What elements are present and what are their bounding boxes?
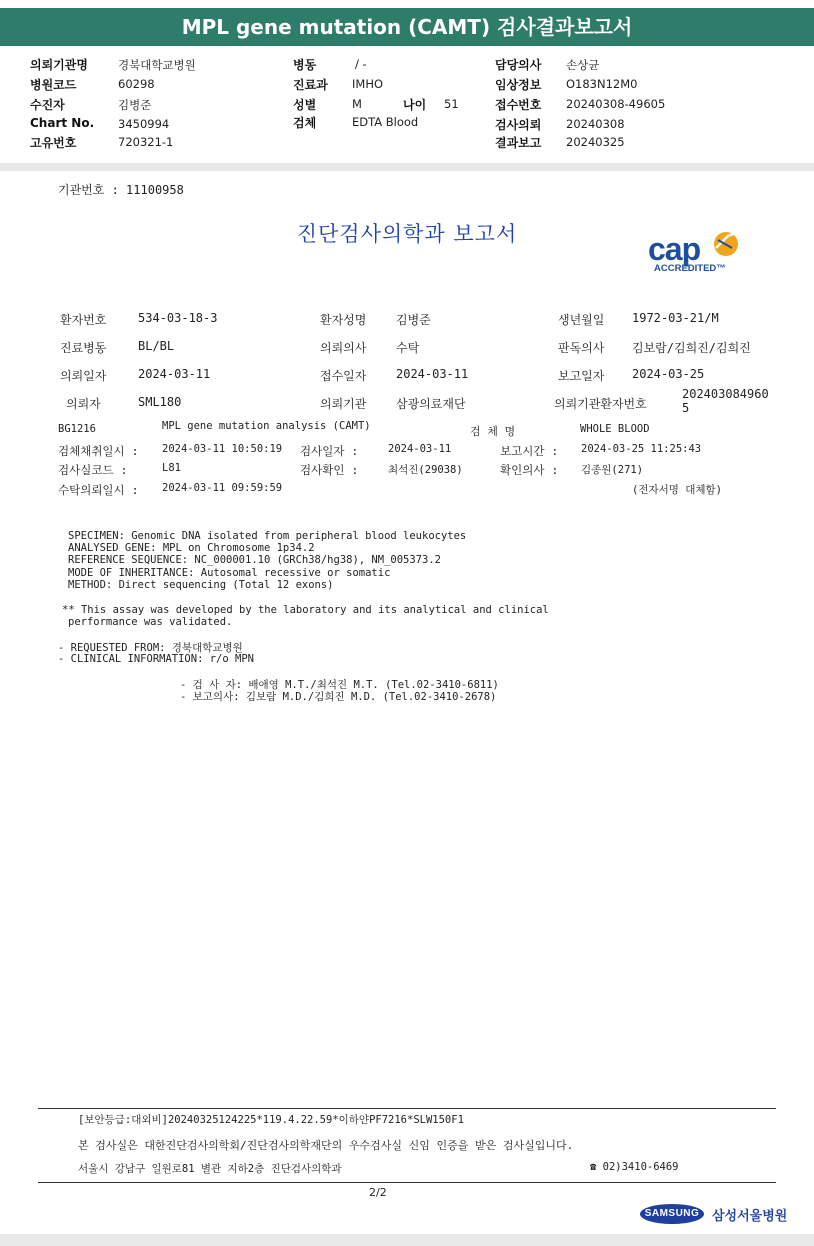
body-line: ANALYSED GENE: MPL on Chromosome 1p34.2 [68, 542, 315, 554]
report-time-label: 보고시간 : [500, 444, 559, 458]
hdr-label: 결과보고 [495, 136, 542, 150]
hdr-value: 20240325 [566, 135, 625, 149]
field-value: 2024-03-11 [138, 367, 211, 381]
confirm-doc-label: 확인의사 : [500, 463, 559, 477]
hdr-label: 검체 [293, 116, 317, 130]
field-label: 접수일자 [320, 369, 367, 383]
field-value: 김보람/김희진/김희진 [632, 341, 751, 355]
field-value: SML180 [138, 395, 182, 409]
hdr-label: 접수번호 [495, 98, 542, 112]
security-stamp: [보안등급:대외비]20240325124225*119.4.22.59*이하얀PF7216*SLW150F1 [78, 1114, 464, 1126]
hdr-value: 경북대학교병원 [118, 58, 196, 72]
org-number: 기관번호 : 11100958 [58, 183, 184, 197]
header-divider [0, 163, 814, 171]
field-label: 환자번호 [60, 313, 107, 327]
field-label: 진료병동 [60, 341, 107, 355]
field-value: 1972-03-21/M [632, 311, 719, 325]
confirm-value: 최석진(29038) [388, 464, 463, 476]
specimen-value: WHOLE BLOOD [580, 423, 650, 435]
test-date-value: 2024-03-11 [388, 443, 452, 455]
header-info [0, 52, 814, 162]
svg-text:ACCREDITED™: ACCREDITED™ [654, 263, 726, 274]
hdr-label: Chart No. [30, 116, 95, 130]
hdr-label: 고유번호 [30, 136, 77, 150]
hdr-label: 병동 [293, 58, 317, 72]
hdr-value: O183N12M0 [566, 77, 638, 91]
confirm-doc-value: 김종원(271) [581, 464, 644, 476]
report-heading: 진단검사의학과 보고서 [296, 222, 518, 246]
field-label: 의뢰자 [66, 397, 101, 411]
hdr-label: 임상정보 [495, 78, 542, 92]
hdr-value: / - [355, 57, 367, 71]
esign-note: (전자서명 대체함) [632, 484, 722, 496]
hdr-label: 담당의사 [495, 58, 542, 72]
test-name: MPL gene mutation analysis (CAMT) [162, 420, 371, 432]
field-label: 의뢰기관 [320, 397, 367, 411]
report-title-bar: MPL gene mutation (CAMT) 검사결과보고서 [0, 8, 814, 46]
field-label: 판독의사 [558, 341, 605, 355]
field-value: 534-03-18-3 [138, 311, 218, 325]
field-value: 김병준 [396, 313, 431, 327]
specimen-label: 검 체 명 [470, 425, 516, 438]
test-code: BG1216 [58, 423, 96, 435]
requested-from: - REQUESTED FROM: 경북대학교병원 [58, 642, 243, 654]
collect-value: 2024-03-11 10:50:19 [162, 443, 283, 455]
page-number: 2/2 [369, 1186, 387, 1199]
field-label: 의뢰의사 [320, 341, 367, 355]
hdr-value: 720321-1 [118, 135, 174, 149]
field-value: 202403084960 5 [682, 387, 769, 415]
certification-note: 본 검사실은 대한진단검사의학회/진단검사의학재단의 우수검사실 신임 인증을 받은 검사실입니다. [78, 1139, 574, 1152]
address: 서울시 강남구 일원로81 별관 지하2층 진단검사의학과 [78, 1163, 342, 1175]
hdr-label: 성별 [293, 98, 317, 112]
field-value: 삼광의료재단 [396, 397, 466, 411]
consign-value: 2024-03-11 09:59:59 [162, 482, 283, 494]
footer-rule [38, 1108, 776, 1109]
field-value: 수탁 [396, 341, 420, 355]
note-line: ** This assay was developed by the laboratory and its analytical and clinical [62, 604, 549, 616]
examiner-line: - 검 사 자: 배애영 M.T./최석진 M.T. (Tel.02-3410-6811) [180, 679, 499, 691]
lab-code-value: L81 [162, 462, 181, 474]
phone: ☎ 02)3410-6469 [590, 1161, 679, 1173]
hdr-value: M [352, 97, 362, 111]
age-label: 나이 [403, 98, 427, 112]
field-label: 의뢰기관환자번호 [554, 397, 647, 411]
field-label: 보고일자 [558, 369, 605, 383]
age-value: 51 [444, 97, 459, 111]
body-line: SPECIMEN: Genomic DNA isolated from peripheral blood leukocytes [68, 530, 467, 542]
body-line: MODE OF INHERITANCE: Autosomal recessive or somatic [68, 567, 391, 579]
hdr-value: 3450994 [118, 117, 170, 131]
body-line: REFERENCE SEQUENCE: NC_000001.10 (GRCh38/hg38), NM_005373.2 [68, 554, 441, 566]
report-time-value: 2024-03-25 11:25:43 [581, 443, 702, 455]
bottom-band [0, 1234, 814, 1246]
hdr-value: EDTA Blood [352, 115, 419, 129]
hospital-name: 삼성서울병원 [712, 1209, 788, 1224]
hdr-value: 20240308 [566, 117, 625, 131]
reporter-line: - 보고의사: 김보람 M.D./김희진 M.D. (Tel.02-3410-2678) [180, 691, 497, 703]
consign-label: 수탁의뢰일시 : [58, 483, 139, 497]
field-value: BL/BL [138, 339, 175, 353]
test-date-label: 검사일자 : [300, 444, 359, 458]
lab-code-label: 검사실코드 : [58, 463, 128, 477]
hdr-label: 의뢰기관명 [30, 58, 88, 72]
hdr-value: 20240308-49605 [566, 97, 666, 111]
hdr-label: 진료과 [293, 78, 328, 92]
cap-accredited-logo [646, 228, 756, 274]
hdr-value: 60298 [118, 77, 155, 91]
hdr-label: 수진자 [30, 98, 65, 112]
hdr-value: IMHO [352, 77, 384, 91]
field-label: 환자성명 [320, 313, 367, 327]
footer-rule [38, 1182, 776, 1183]
field-value: 2024-03-11 [396, 367, 469, 381]
collect-label: 검체채취일시 : [58, 444, 139, 458]
svg-text:cap: cap [648, 231, 701, 267]
hdr-label: 병원코드 [30, 78, 77, 92]
note-line: performance was validated. [68, 616, 233, 628]
confirm-label: 검사확인 : [300, 463, 359, 477]
hdr-label: 검사의뢰 [495, 118, 542, 132]
hdr-value: 손상균 [566, 58, 600, 72]
body-line: METHOD: Direct sequencing (Total 12 exons) [68, 579, 334, 591]
samsung-logo: SAMSUNG [640, 1204, 704, 1224]
field-label: 생년월일 [558, 313, 605, 327]
field-label: 의뢰일자 [60, 369, 107, 383]
field-value: 2024-03-25 [632, 367, 705, 381]
clinical-info: - CLINICAL INFORMATION: r/o MPN [58, 653, 254, 665]
hdr-value: 김병준 [118, 98, 152, 112]
